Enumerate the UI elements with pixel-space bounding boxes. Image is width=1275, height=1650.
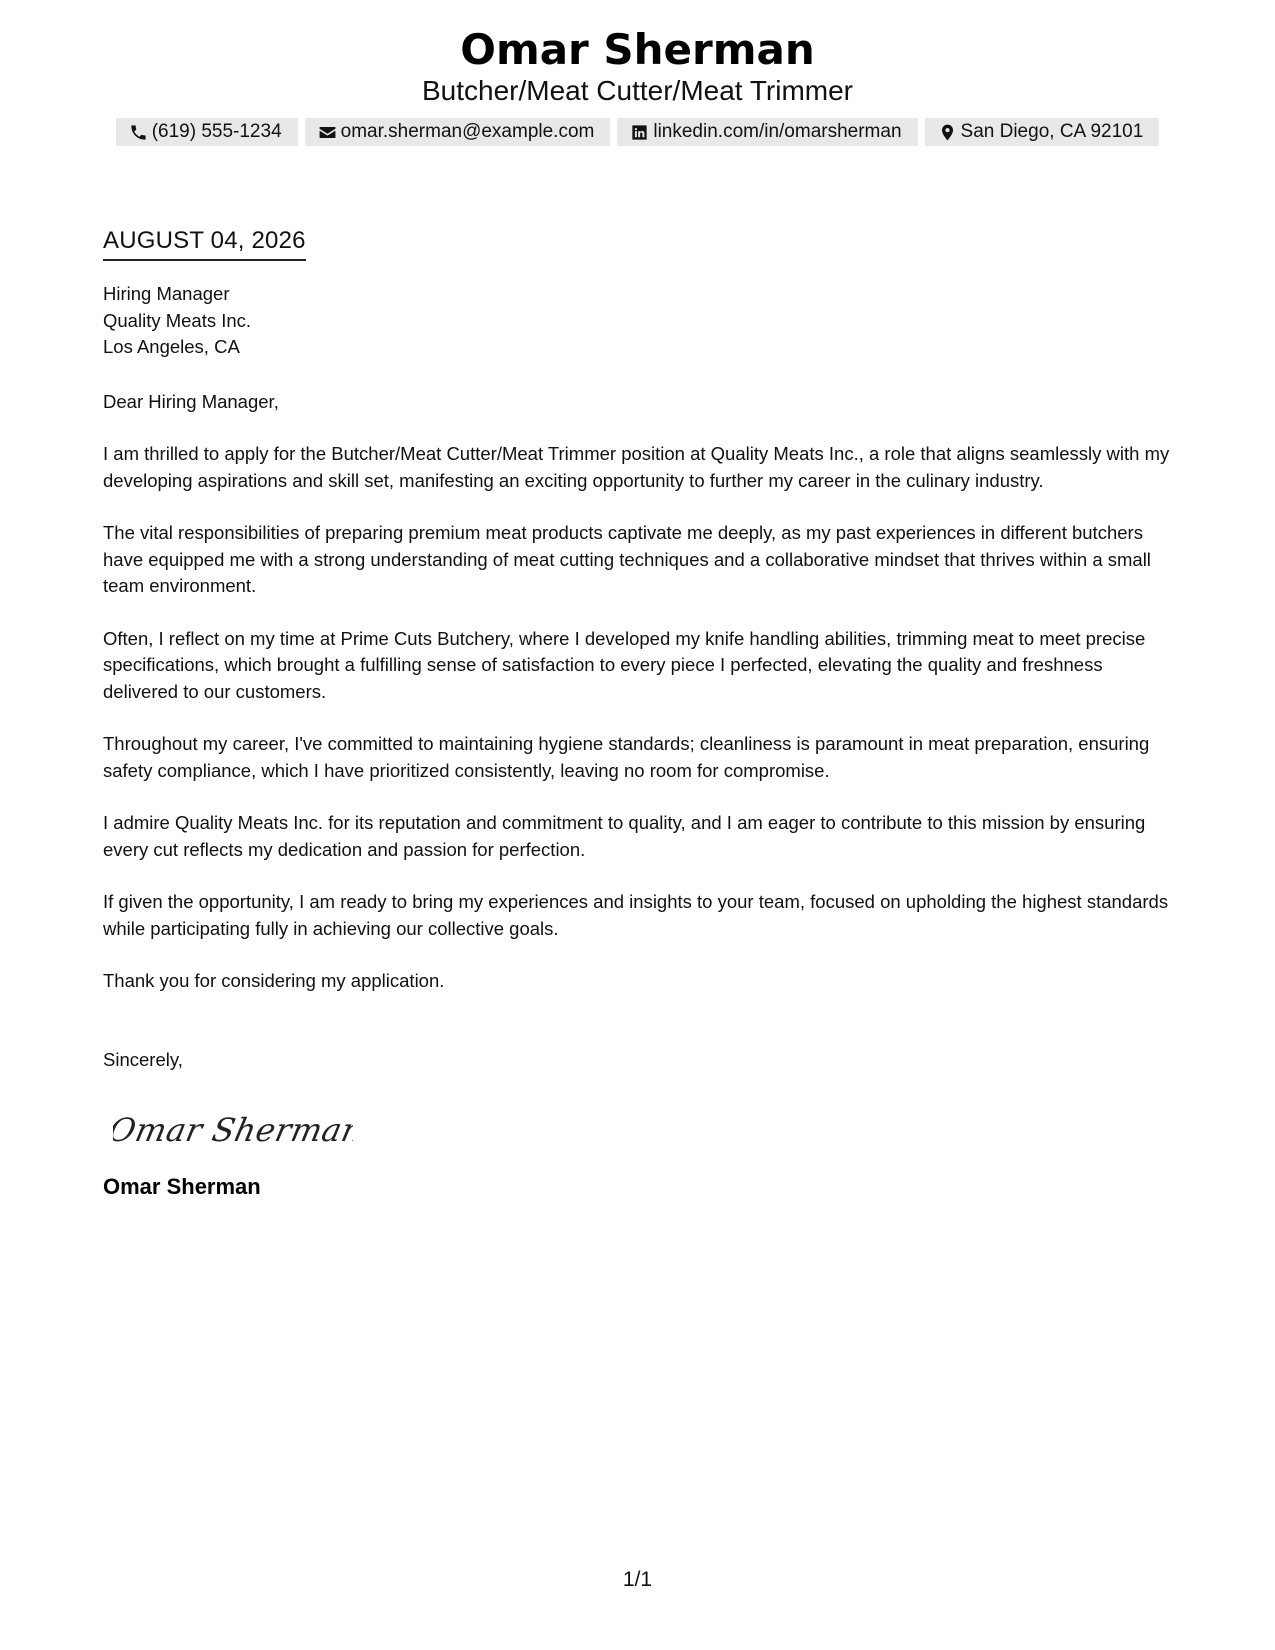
contact-phone [116,118,298,146]
letter-header [0,24,1275,146]
linkedin-icon [630,123,649,142]
applicant-name: Omar Sherman [460,25,815,74]
contact-linkedin [617,118,917,146]
closing: Sincerely, [103,1048,183,1070]
body-paragraph: The vital responsibilities of preparing premium meat products captivate me deeply, as my past experiences in different butchers have equipped me with a strong understanding of meat cutting techniques and a collaborative mindset that thrives within a small team environment. [103,522,1151,596]
recipient-block [103,281,1173,361]
handwritten-signature [113,1103,1173,1153]
contact-email [305,118,611,146]
page-number: 1/1 [622,1568,653,1591]
body-paragraph: Throughout my career, I've committed to maintaining hygiene standards; cleanliness is paramount in meat preparation, ensuring safety compliance, which I have prioritized consistently, leaving no room for compromise. [103,733,1150,781]
signer-name: Omar Sherman [103,1174,261,1199]
map-marker-icon [938,123,957,142]
body-paragraph: Thank you for considering my application. [103,970,445,991]
body-paragraph: Often, I reflect on my time at Prime Cuts Butchery, where I developed my knife handling abilities, trimming meat to meet precise specifications, which brought a fulfilling sense of satisfaction to every piece I perfected, elevating the quality and freshness delivered to our customers. [103,627,1146,702]
signature-image [113,1103,353,1153]
linkedin-text: linkedin.com/in/omarsherman [653,121,902,142]
letter-body [103,224,1173,1201]
recipient-line: Los Angeles, CA [103,336,240,357]
salutation: Dear Hiring Manager, [103,390,279,412]
contact-bar [0,118,1275,146]
svg-text:Omar Sherman: Omar Sherman [113,1111,353,1149]
body-paragraph: I admire Quality Meats Inc. for its reputation and commitment to quality, and I am eager to contribute to this mission by ensuring every cut reflects my dedication and passion for perfection. [103,812,1146,860]
job-title: Butcher/Meat Cutter/Meat Trimmer [421,75,853,106]
location-text: San Diego, CA 92101 [960,121,1144,142]
phone-text: (619) 555-1234 [151,121,282,142]
recipient-line: Hiring Manager [103,283,230,304]
letter-date: AUGUST 04, 2026 [103,224,306,261]
body-paragraph: I am thrilled to apply for the Butcher/Meat Cutter/Meat Trimmer position at Quality Meats Inc., a role that aligns seamlessly with my developing aspirations and skill set, manifesting an exciting opportunity to further my career in the culinary industry. [103,443,1170,491]
phone-icon [129,123,148,142]
contact-location [925,118,1160,146]
email-text: omar.sherman@example.com [340,121,595,142]
recipient-line: Quality Meats Inc. [103,309,252,331]
envelope-icon [318,123,337,142]
body-paragraph: If given the opportunity, I am ready to bring my experiences and insights to your team, focused on upholding the highest standards while participating fully in achieving our collective goals. [103,891,1169,939]
